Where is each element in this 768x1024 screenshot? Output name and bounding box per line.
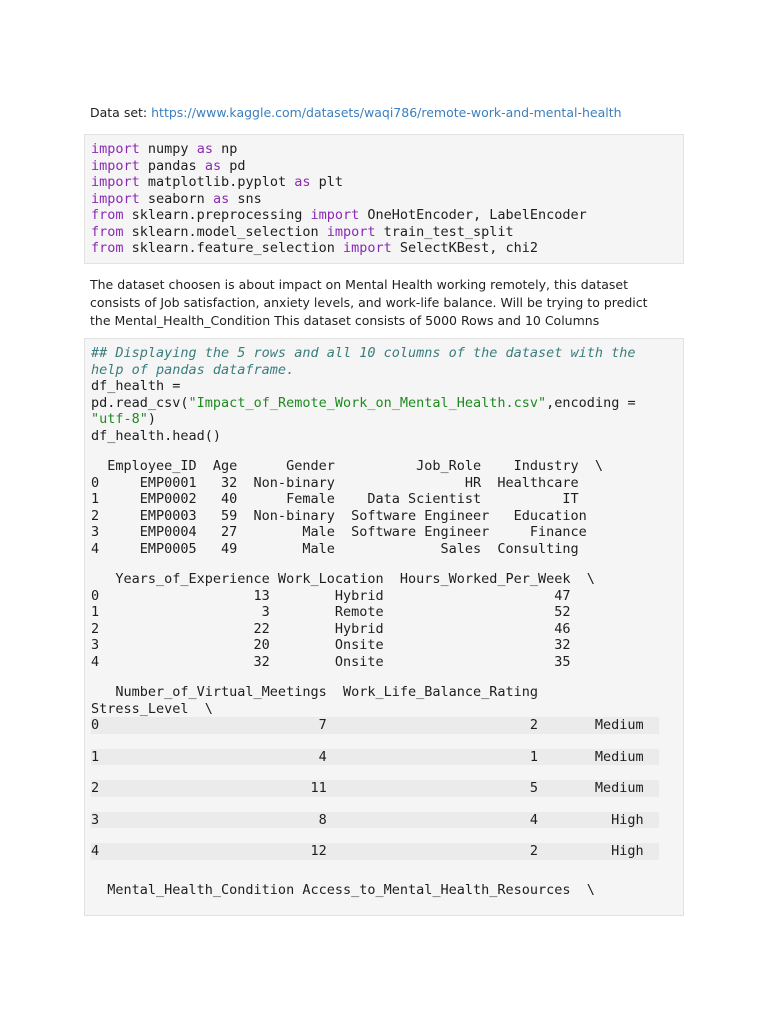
output-block-4: Mental_Health_Condition Access_to_Mental_Health_Resources \ — [91, 881, 595, 898]
output-block-3-header: Number_of_Virtual_Meetings Work_Life_Balance_Rating Stress_Level \ — [91, 684, 539, 717]
code-encoding-string: "utf-8" — [91, 411, 148, 427]
dataset-line — [90, 104, 690, 122]
output-row: 4 12 2 High — [91, 843, 683, 860]
code-encoding-arg: ,encoding = — [546, 394, 636, 411]
output-block-1: Employee_ID Age Gender Job_Role Industry \ 0 EMP0001 32 Non-binary HR Healthcare 1 EMP0002 40 Female Data Scientist IT 2 EMP0003 59 Non-binary Software Engineer Education 3 EMP0004 27 Male Software Engineer Finance 4 EMP0005 49 Male Sales Consulting — [91, 458, 604, 557]
dataset-link[interactable]: https://www.kaggle.com/datasets/waqi786/remote-work-and-mental-health — [151, 105, 622, 120]
import-line: from sklearn.preprocessing import OneHotEncoder, LabelEncoder — [91, 207, 587, 223]
import-line: from sklearn.feature_selection import SelectKBest, chi2 — [91, 240, 539, 256]
code-close-paren: ) — [147, 411, 157, 427]
import-line: import pandas as pd — [91, 157, 246, 174]
head-code-cell[interactable] — [84, 338, 684, 916]
dataset-description: The dataset choosen is about impact on Mental Health working remotely, this dataset consists of Job satisfaction, anxiety levels, and work-life balance. Will be trying to predict the Mental_Health_Condition This dataset consists of 5000 Rows and 10 Columns — [90, 277, 648, 328]
output-block-2: Years_of_Experience Work_Location Hours_Worked_Per_Week \ 0 13 Hybrid 47 1 3 Remote 52 2 22 Hybrid 46 3 20 Onsite 32 4 32 Onsite 35 — [91, 571, 595, 670]
output-block-3-rows — [91, 717, 683, 860]
code-read-csv: pd.read_csv( — [91, 394, 189, 411]
code-filename-string: "Impact_of_Remote_Work_on_Mental_Health.csv" — [188, 394, 547, 411]
import-line: import seaborn as sns — [91, 190, 262, 207]
code-head-call: df_health.head() — [91, 427, 222, 444]
output-row: 2 11 5 Medium — [91, 780, 683, 797]
import-line: from sklearn.model_selection import train_test_split — [91, 223, 514, 240]
output-row: 3 8 4 High — [91, 812, 683, 829]
code-comment: ## Displaying the 5 rows and all 10 columns of the dataset with the help of pandas dataframe. — [91, 345, 636, 378]
output-row: 1 4 1 Medium — [91, 749, 683, 766]
dataset-label: Data set: — [90, 105, 148, 120]
code-line-assign: df_health = — [91, 378, 181, 394]
import-code-cell[interactable] — [84, 134, 684, 264]
import-line: import numpy as np — [91, 141, 238, 157]
import-line: import matplotlib.pyplot as plt — [91, 174, 343, 190]
import-code — [91, 141, 683, 257]
head-code — [91, 345, 683, 444]
output-row: 0 7 2 Medium — [91, 717, 683, 734]
